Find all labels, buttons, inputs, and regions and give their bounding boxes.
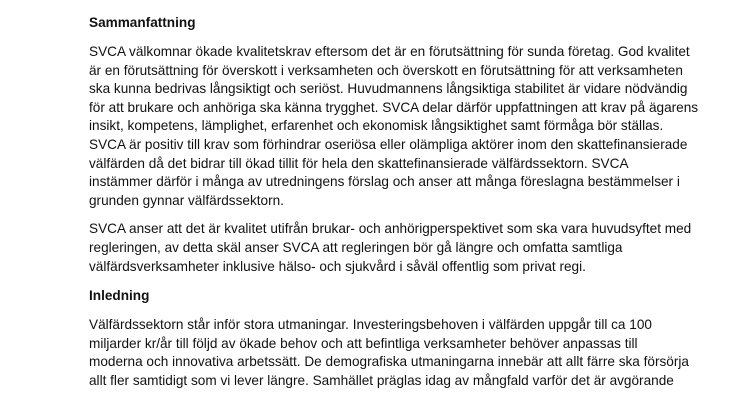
text-line: moderna och innovativa arbetssätt. De demografiska utmaningarna innebär att allt färre ska försörja	[89, 354, 689, 370]
text-line: SVCA är positiv till krav som förhindrar oseriösa eller olämpliga aktörer inom den skattefinansierade	[89, 136, 688, 152]
text-line: SVCA anser att det är kvalitet utifrån brukar- och anhörigperspektivet som ska vara huvudsyftet med	[89, 221, 692, 237]
text-line: instämmer därför i många av utredningens förslag och anser att många föreslagna bestämmelser i	[89, 174, 680, 190]
text-line: välfärdsverksamheter inklusive hälso- och sjukvård i såväl offentlig som privat regi.	[89, 258, 586, 274]
document-page	[89, 13, 701, 401]
text-line: välfärden då det bidrar till ökad tillit för hela den skattefinansierade välfärdssektorn. SVCA	[89, 155, 629, 171]
text-line: insikt, kompetens, lämplighet, erfarenhet och ekonomisk långsiktighet samt förmåga bör ställas.	[89, 118, 664, 134]
paragraph-intro-1	[89, 316, 701, 390]
section-heading-inledning: Inledning	[89, 288, 150, 304]
text-line: SVCA välkomnar ökade kvalitetskrav eftersom det är en förutsättning för sunda företag. God kvalitet	[89, 44, 690, 59]
text-line: är en förutsättning för överskott i verksamheten och överskott en förutsättning för att verksamheten	[89, 62, 683, 78]
section-heading-sammanfattning: Sammanfattning	[89, 15, 196, 30]
text-line: Välfärdssektorn står inför stora utmaningar. Investeringsbehoven i välfärden uppgår till ca 100	[89, 317, 652, 333]
paragraph-summary-1	[89, 43, 701, 210]
text-line: miljarder kr/år till följd av ökade behov och att befintliga verksamheter behöver anpassas till	[89, 335, 638, 351]
text-line: för att brukare och anhöriga ska känna trygghet. SVCA delar därför uppfattningen att krav på ägarens	[89, 99, 699, 115]
text-line: grunden gynnar välfärdssektorn.	[89, 192, 284, 208]
text-line: regleringen, av detta skäl anser SVCA att regleringen bör gå längre och omfatta samtliga	[89, 239, 623, 255]
paragraph-summary-2	[89, 220, 701, 276]
text-line: ska kunna bedrivas långsiktigt och seriöst. Huvudmannens långsiktiga stabilitet är vidare nödvändig	[89, 81, 688, 97]
text-line: allt fler samtidigt som vi lever längre. Samhället präglas idag av mångfald varför det är avgörande	[89, 372, 674, 388]
